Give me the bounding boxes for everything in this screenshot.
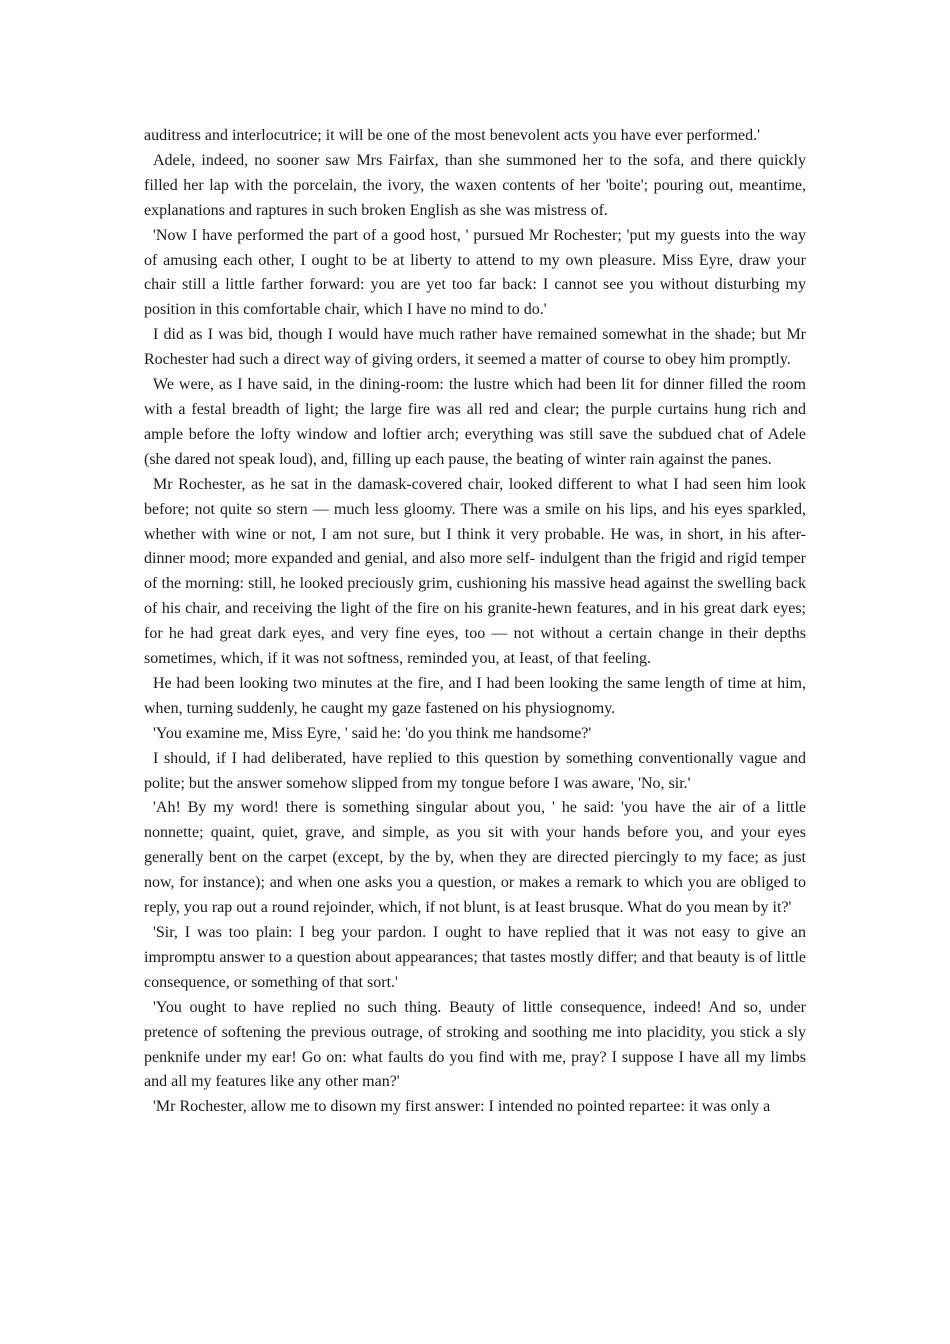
paragraph: 'Mr Rochester, allow me to disown my first answer: I intended no pointed repartee: it was only a bbox=[153, 1098, 771, 1116]
paragraph: 'You examine me, Miss Eyre, ' said he: 'do you think me handsome?' bbox=[153, 724, 592, 742]
paragraph: 'Ah! By my word! there is something singular about you, ' he said: 'you have the air of a little nonnette; quaint, quiet, grave, and simple, as you sit with your hands before you, and your eyes generally bent on the carpet (except, by the by, when they are directed piercingly to my face; as just now, for instance); and when one asks you a question, or makes a remark to which you are obliged to reply, you rap out a round rejoinder, which, if not blunt, is at Ieast brusque. What do you mean by it?' bbox=[144, 799, 806, 917]
paragraph: 'Now I have performed the part of a good host, ' pursued Mr Rochester; 'put my guests into the way of amusing each other, I ought to be at liberty to attend to my own pleasure. Miss Eyre, draw your chair still a little farther forward: you are yet too far back: I cannot see you without disturbing my position in this comfortable chair, which I have no mind to do.' bbox=[144, 226, 806, 319]
paragraph: 'Sir, I was too plain: I beg your pardon. I ought to have replied that it was not easy to give an impromptu answer to a question about appearances; that tastes mostly differ; and that beauty is of little consequence, or something of that sort.' bbox=[144, 924, 806, 991]
document-page bbox=[144, 124, 806, 1120]
paragraph: 'You ought to have replied no such thing. Beauty of little consequence, indeed! And so, under pretence of softening the previous outrage, of stroking and soothing me into placidity, you stick a sly penknife under my ear! Go on: what faults do you find with me, pray? I suppose I have all my limbs and all my features like any other man?' bbox=[144, 998, 806, 1091]
paragraph: He had been looking two minutes at the fire, and I had been looking the same length of time at him, when, turning suddenly, he caught my gaze fastened on his physiognomy. bbox=[144, 674, 806, 717]
paragraph: I did as I was bid, though I would have much rather have remained somewhat in the shade; but Mr Rochester had such a direct way of giving orders, it seemed a matter of course to obey him promptly. bbox=[144, 326, 806, 369]
paragraph: Mr Rochester, as he sat in the damask-covered chair, looked different to what I had seen him look before; not quite so stern — much less gloomy. There was a smile on his lips, and his eyes sparkled, whether with wine or not, I am not sure, but I think it very probable. He was, in short, in his after-dinner mood; more expanded and genial, and also more self- indulgent than the frigid and rigid temper of the morning: still, he looked preciously grim, cushioning his massive head against the swelling back of his chair, and receiving the light of the fire on his granite-hewn features, and in his great dark eyes; for he had great dark eyes, and very fine eyes, too — not without a certain change in their depths sometimes, which, if it was not softness, reminded you, at Ieast, of that feeling. bbox=[144, 475, 806, 668]
paragraph: Adele, indeed, no sooner saw Mrs Fairfax, than she summoned her to the sofa, and there quickly filled her lap with the porcelain, the ivory, the waxen contents of her 'boite'; pouring out, meantime, explanations and raptures in such broken English as she was mistress of. bbox=[144, 151, 806, 219]
paragraph: auditress and interlocutrice; it will be one of the most benevolent acts you have ever performed.' bbox=[144, 127, 761, 144]
paragraph: I should, if I had deliberated, have replied to this question by something conventionally vague and polite; but the answer somehow slipped from my tongue before I was aware, 'No, sir.' bbox=[144, 749, 806, 792]
paragraph: We were, as I have said, in the dining-room: the lustre which had been lit for dinner filled the room with a festal breadth of light; the large fire was all red and clear; the purple curtains hung rich and ample before the lofty window and loftier arch; everything was still save the subdued chat of Adele (she dared not speak loud), and, filling up each pause, the beating of winter rain against the panes. bbox=[144, 376, 806, 468]
